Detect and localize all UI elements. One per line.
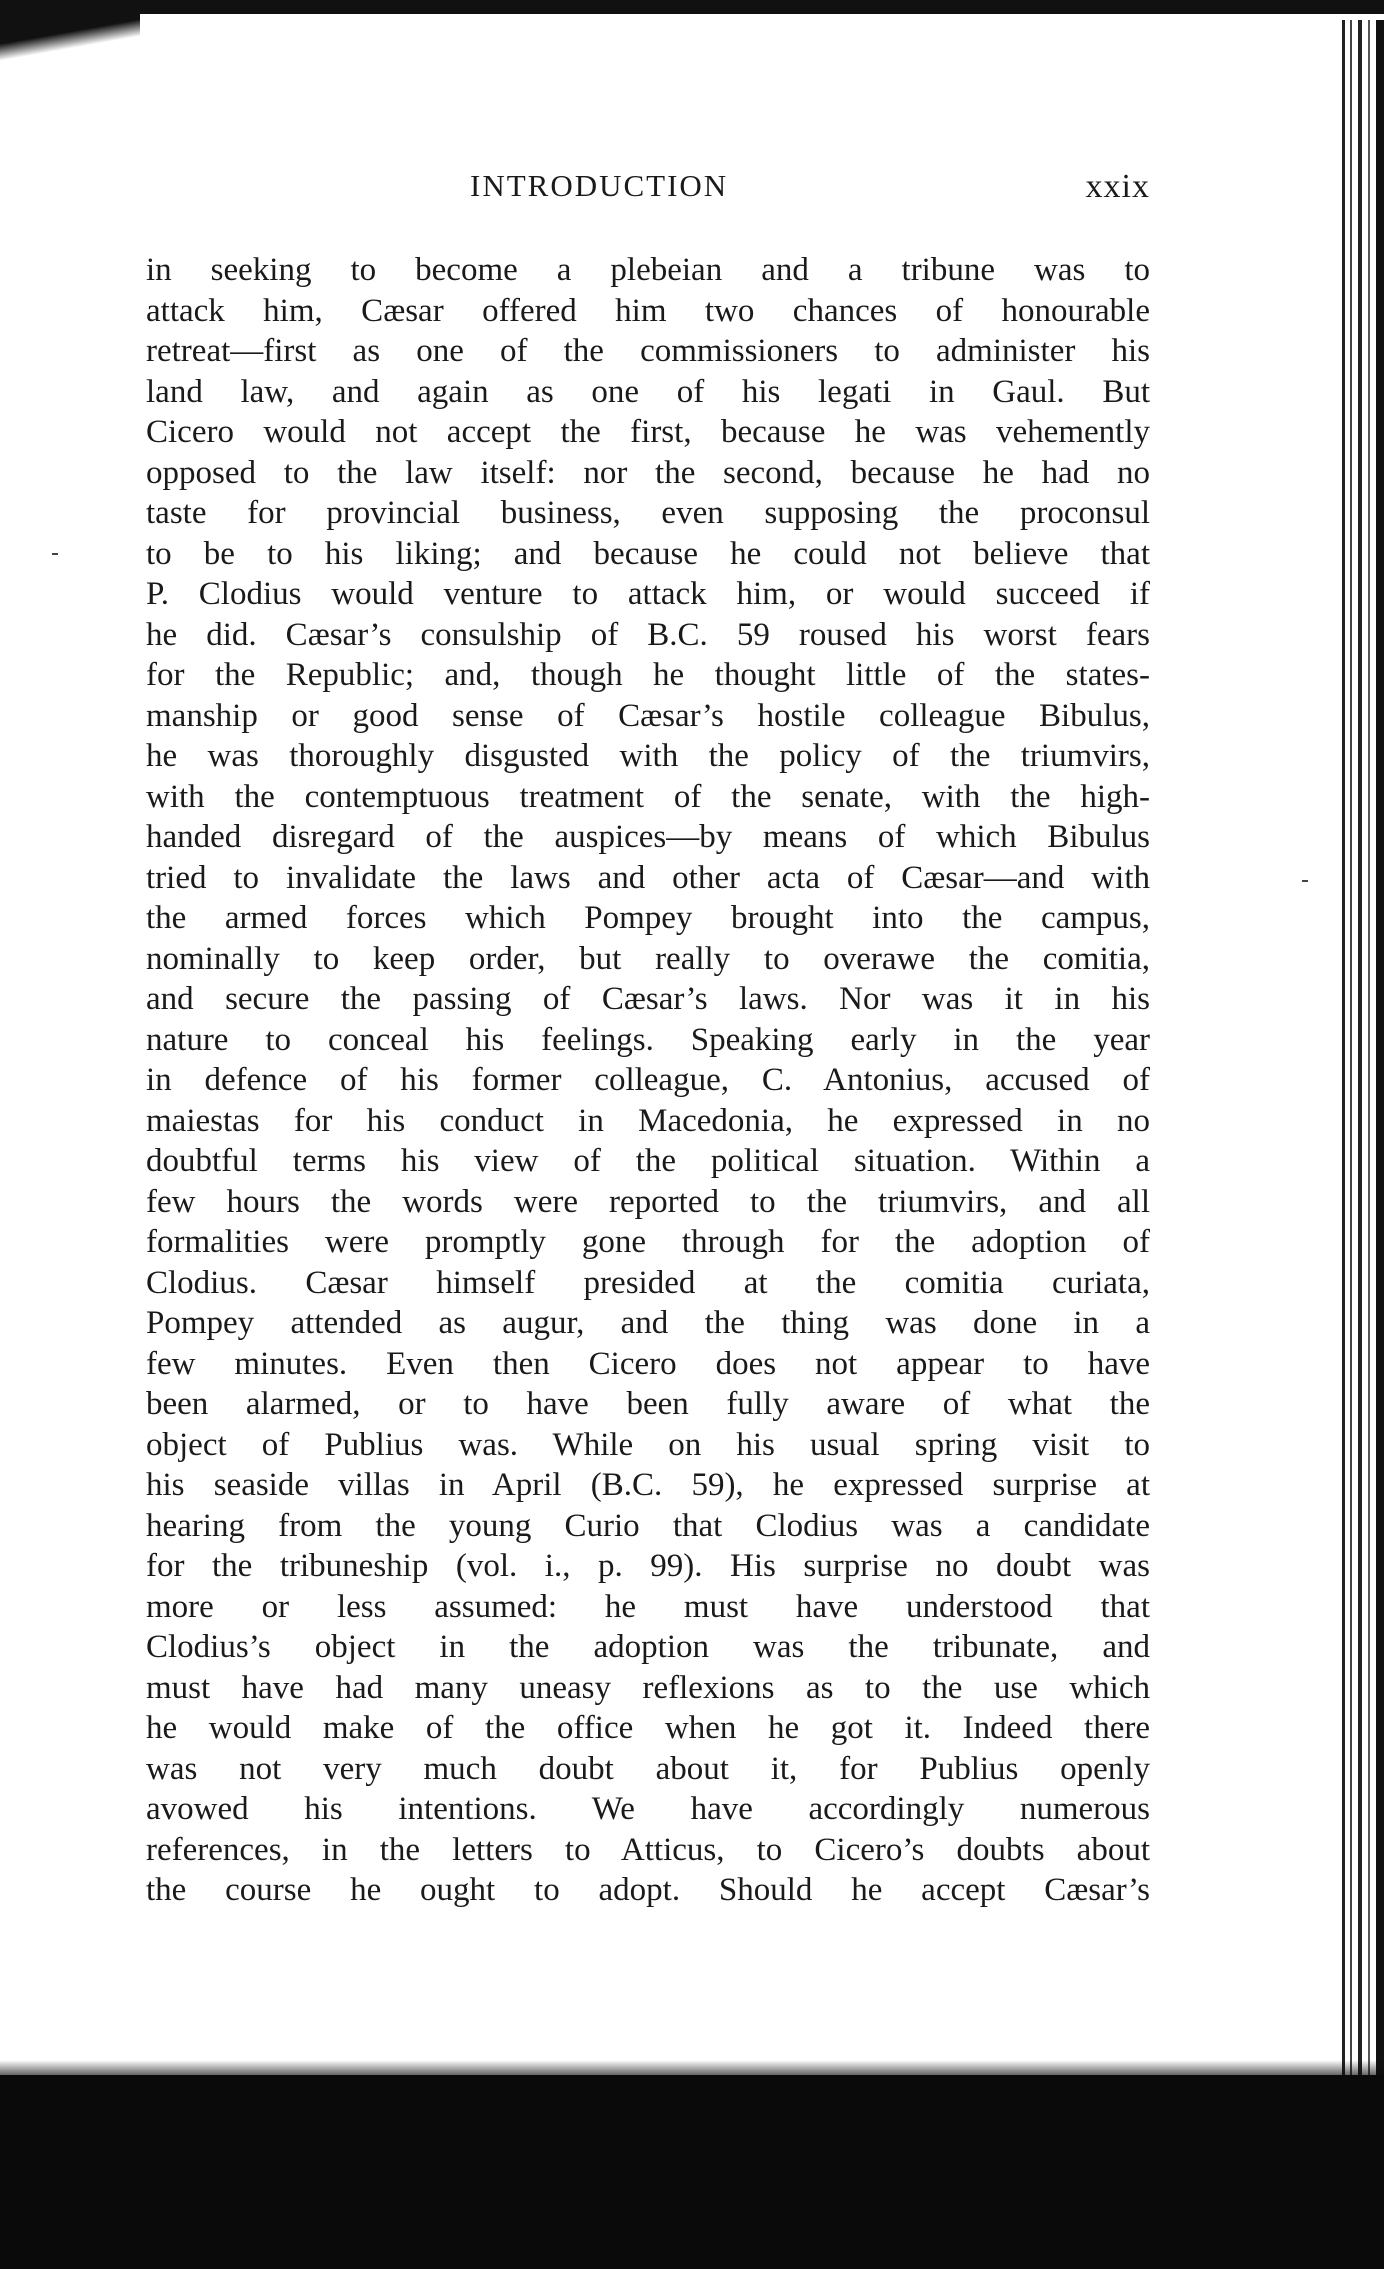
text-line: maiestas for his conduct in Macedonia, he expressed in no: [146, 1102, 1150, 1139]
text-line: manship or good sense of Cæsar’s hostile colleague Bibulus,: [146, 697, 1150, 734]
text-line: with the contemptuous treatment of the senate, with the high-: [146, 778, 1150, 815]
text-line: was not very much doubt about it, for Publius openly: [146, 1750, 1150, 1787]
text-line: in defence of his former colleague, C. Antonius, accused of: [146, 1062, 1150, 1098]
text-line: must have had many uneasy reflexions as to the use which: [146, 1669, 1150, 1706]
text-line: attack him, Cæsar offered him two chances of honourable: [146, 292, 1150, 329]
text-line: few minutes. Even then Cicero does not appear to have: [146, 1345, 1150, 1382]
text-line: for the tribuneship (vol. i., p. 99). His surprise no doubt was: [146, 1548, 1150, 1584]
page-header: [146, 168, 1150, 216]
text-line: the armed forces which Pompey brought into the campus,: [146, 900, 1150, 936]
scan-top-corner-shadow: [0, 10, 140, 70]
text-line: formalities were promptly gone through for the adoption of: [146, 1224, 1150, 1260]
text-line: land law, and again as one of his legati in Gaul. But: [146, 373, 1150, 410]
text-line: to be to his liking; and because he could not believe that: [146, 535, 1150, 572]
text-line: opposed to the law itself: nor the second, because he had no: [146, 454, 1150, 491]
text-line: Pompey attended as augur, and the thing was done in a: [146, 1305, 1150, 1341]
scan-top-edge: [0, 0, 1384, 14]
text-line: tried to invalidate the laws and other acta of Cæsar—and with: [146, 859, 1150, 896]
scan-speck: [52, 553, 58, 555]
text-line: references, in the letters to Atticus, to Cicero’s doubts about: [146, 1831, 1150, 1868]
text-line: the course he ought to adopt. Should he accept Cæsar’s: [146, 1872, 1150, 1908]
text-line: Cicero would not accept the first, because he was vehemently: [146, 414, 1150, 450]
book-gutter-line: [1376, 20, 1384, 2080]
text-line: he did. Cæsar’s consulship of B.C. 59 roused his worst fears: [146, 616, 1150, 653]
text-line: his seaside villas in April (B.C. 59), he expressed surprise at: [146, 1467, 1150, 1503]
book-gutter-line: [1350, 20, 1352, 2080]
text-line: object of Publius was. While on his usual spring visit to: [146, 1426, 1150, 1463]
book-gutter-line: [1358, 20, 1362, 2080]
scan-bottom-edge: [0, 2075, 1384, 2269]
text-line: and secure the passing of Cæsar’s laws. Nor was it in his: [146, 981, 1150, 1017]
scan-speck: [1302, 880, 1308, 882]
text-line: taste for provincial business, even supposing the proconsul: [146, 495, 1150, 531]
text-line: Clodius’s object in the adoption was the tribunate, and: [146, 1629, 1150, 1665]
text-line: P. Clodius would venture to attack him, or would succeed if: [146, 576, 1150, 612]
text-line: been alarmed, or to have been fully aware of what the: [146, 1386, 1150, 1422]
text-line: in seeking to become a plebeian and a tribune was to: [146, 252, 1150, 288]
body-text: [146, 250, 1150, 1911]
text-line: for the Republic; and, though he thought little of the states-: [146, 657, 1150, 693]
text-line: he would make of the office when he got it. Indeed there: [146, 1710, 1150, 1746]
text-line: handed disregard of the auspices—by means of which Bibulus: [146, 819, 1150, 855]
text-line: Clodius. Cæsar himself presided at the comitia curiata,: [146, 1264, 1150, 1301]
book-gutter-line: [1342, 20, 1345, 2080]
page-number: xxix: [1085, 168, 1150, 205]
text-line: few hours the words were reported to the triumvirs, and all: [146, 1183, 1150, 1220]
running-head: INTRODUCTION: [470, 168, 729, 203]
text-line: retreat—first as one of the commissioners to administer his: [146, 333, 1150, 369]
text-line: nominally to keep order, but really to overawe the comitia,: [146, 940, 1150, 977]
text-line: hearing from the young Curio that Clodius was a candidate: [146, 1507, 1150, 1544]
text-line: he was thoroughly disgusted with the policy of the triumvirs,: [146, 738, 1150, 774]
book-gutter-line: [1368, 20, 1370, 2080]
text-line: nature to conceal his feelings. Speaking early in the year: [146, 1021, 1150, 1058]
text-line: more or less assumed: he must have understood that: [146, 1588, 1150, 1625]
text-line: avowed his intentions. We have accordingly numerous: [146, 1791, 1150, 1827]
text-line: doubtful terms his view of the political situation. Within a: [146, 1143, 1150, 1179]
